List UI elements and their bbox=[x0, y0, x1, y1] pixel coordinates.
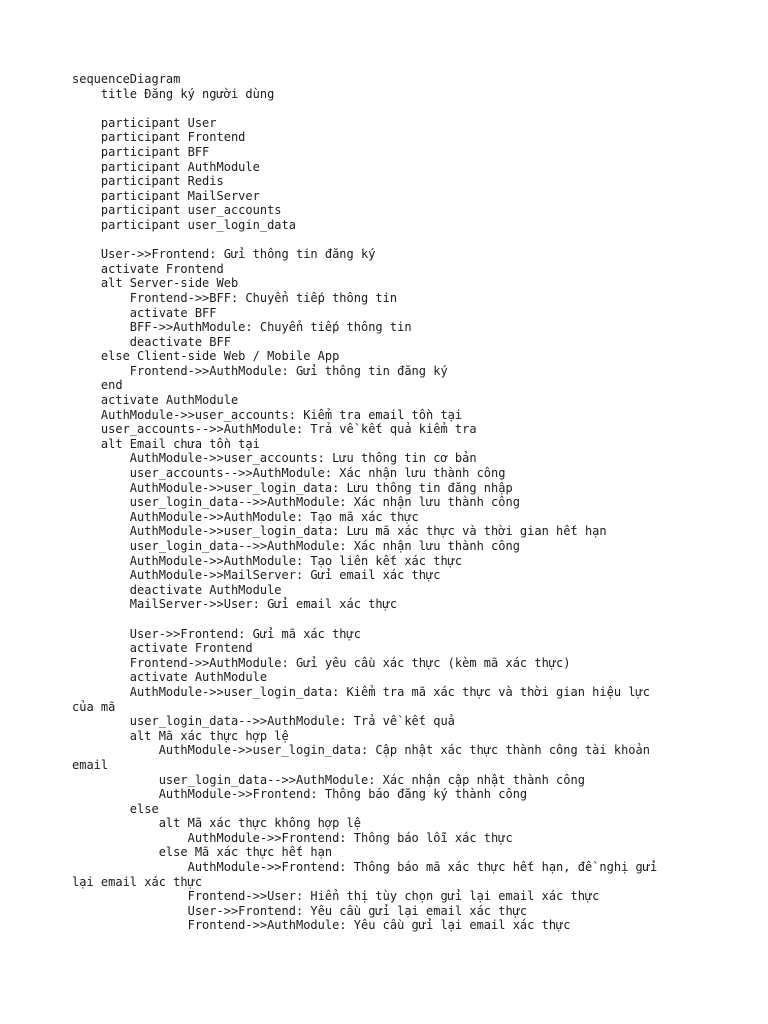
code-line: deactivate AuthModule bbox=[72, 582, 282, 597]
code-line: participant BFF bbox=[72, 144, 210, 159]
code-line: participant User bbox=[72, 115, 217, 130]
code-line bbox=[72, 101, 712, 116]
code-line: activate Frontend bbox=[72, 641, 253, 656]
code-line: AuthModule->>AuthModule: Tạo liên kết xác thực bbox=[72, 553, 463, 568]
code-line: AuthModule->>Frontend: Thông báo lỗi xác thực bbox=[72, 830, 513, 845]
code-line: participant AuthModule bbox=[72, 159, 260, 174]
code-line: deactivate BFF bbox=[72, 334, 231, 349]
code-line: alt Email chưa tồn tại bbox=[72, 436, 260, 451]
code-line: alt Server-side Web bbox=[72, 276, 239, 291]
code-line: user_login_data-->>AuthModule: Xác nhận lưu thành công bbox=[72, 539, 520, 553]
code-line: sequenceDiagram bbox=[72, 72, 181, 86]
code-line: user_accounts-->>AuthModule: Xác nhận lưu thành công bbox=[72, 466, 506, 481]
code-line: Frontend->>BFF: Chuyển tiếp thông tin bbox=[72, 290, 398, 305]
code-line: AuthModule->>AuthModule: Tạo mã xác thực bbox=[72, 509, 419, 524]
code-line: participant MailServer bbox=[72, 188, 260, 203]
code-line: participant user_login_data bbox=[72, 217, 296, 232]
code-line: lại email xác thực bbox=[72, 874, 203, 889]
code-line: user_login_data-->>AuthModule: Trả về kết quả bbox=[72, 714, 455, 729]
code-line: AuthModule->>user_login_data: Cập nhật xác thực thành công tài khoản bbox=[72, 743, 650, 758]
code-line: participant Redis bbox=[72, 174, 224, 189]
code-line: user_accounts-->>AuthModule: Trả về kết quả kiểm tra bbox=[72, 422, 477, 437]
code-line: activate AuthModule bbox=[72, 670, 268, 685]
code-line: MailServer->>User: Gửi email xác thực bbox=[72, 597, 398, 612]
code-line: BFF->>AuthModule: Chuyển tiếp thông tin bbox=[72, 320, 412, 335]
code-line: của mã bbox=[72, 699, 116, 714]
code-line: Frontend->>AuthModule: Gửi thông tin đăng ký bbox=[72, 363, 448, 378]
code-line: AuthModule->>MailServer: Gửi email xác thực bbox=[72, 568, 441, 583]
code-line: User->>Frontend: Gửi mã xác thực bbox=[72, 626, 361, 641]
code-line: AuthModule->>user_accounts: Kiểm tra email tồn tại bbox=[72, 407, 463, 422]
code-line: User->>Frontend: Yêu cầu gửi lại email xác thực bbox=[72, 903, 528, 918]
code-line: activate BFF bbox=[72, 305, 217, 320]
code-line: User->>Frontend: Gửi thông tin đăng ký bbox=[72, 247, 376, 262]
code-line: user_login_data-->>AuthModule: Xác nhận lưu thành công bbox=[72, 495, 520, 510]
code-line bbox=[72, 612, 712, 627]
code-line: else bbox=[72, 801, 159, 816]
code-line: AuthModule->>Frontend: Thông báo mã xác thực hết hạn, đề nghị gửi bbox=[72, 860, 658, 875]
code-line: activate AuthModule bbox=[72, 393, 239, 408]
document-page bbox=[72, 72, 712, 933]
code-line: participant user_accounts bbox=[72, 203, 282, 218]
code-line: user_login_data-->>AuthModule: Xác nhận cập nhật thành công bbox=[72, 772, 585, 787]
code-line: Frontend->>User: Hiển thị tùy chọn gửi lại email xác thực bbox=[72, 889, 600, 904]
code-line: else Client-side Web / Mobile App bbox=[72, 349, 340, 364]
code-line: AuthModule->>user_login_data: Lưu thông tin đăng nhập bbox=[72, 480, 513, 495]
code-line: AuthModule->>user_login_data: Kiểm tra mã xác thực và thời gian hiệu lực bbox=[72, 684, 650, 699]
code-line: alt Mã xác thực không hợp lệ bbox=[72, 816, 361, 831]
code-line: end bbox=[72, 378, 123, 393]
code-line: Frontend->>AuthModule: Yêu cầu gửi lại email xác thực bbox=[72, 918, 571, 933]
code-line: alt Mã xác thực hợp lệ bbox=[72, 728, 289, 743]
code-line bbox=[72, 233, 712, 248]
code-line: email bbox=[72, 757, 109, 772]
code-line: AuthModule->>Frontend: Thông báo đăng ký thành công bbox=[72, 787, 528, 802]
code-line: activate Frontend bbox=[72, 261, 224, 276]
code-line: else Mã xác thực hết hạn bbox=[72, 845, 333, 860]
code-line: Frontend->>AuthModule: Gửi yêu cầu xác thực (kèm mã xác thực) bbox=[72, 655, 571, 670]
code-line: AuthModule->>user_login_data: Lưu mã xác thực và thời gian hết hạn bbox=[72, 524, 607, 539]
code-line: title Đăng ký người dùng bbox=[72, 86, 275, 101]
code-line: AuthModule->>user_accounts: Lưu thông tin cơ bản bbox=[72, 451, 477, 466]
code-line: participant Frontend bbox=[72, 130, 246, 145]
